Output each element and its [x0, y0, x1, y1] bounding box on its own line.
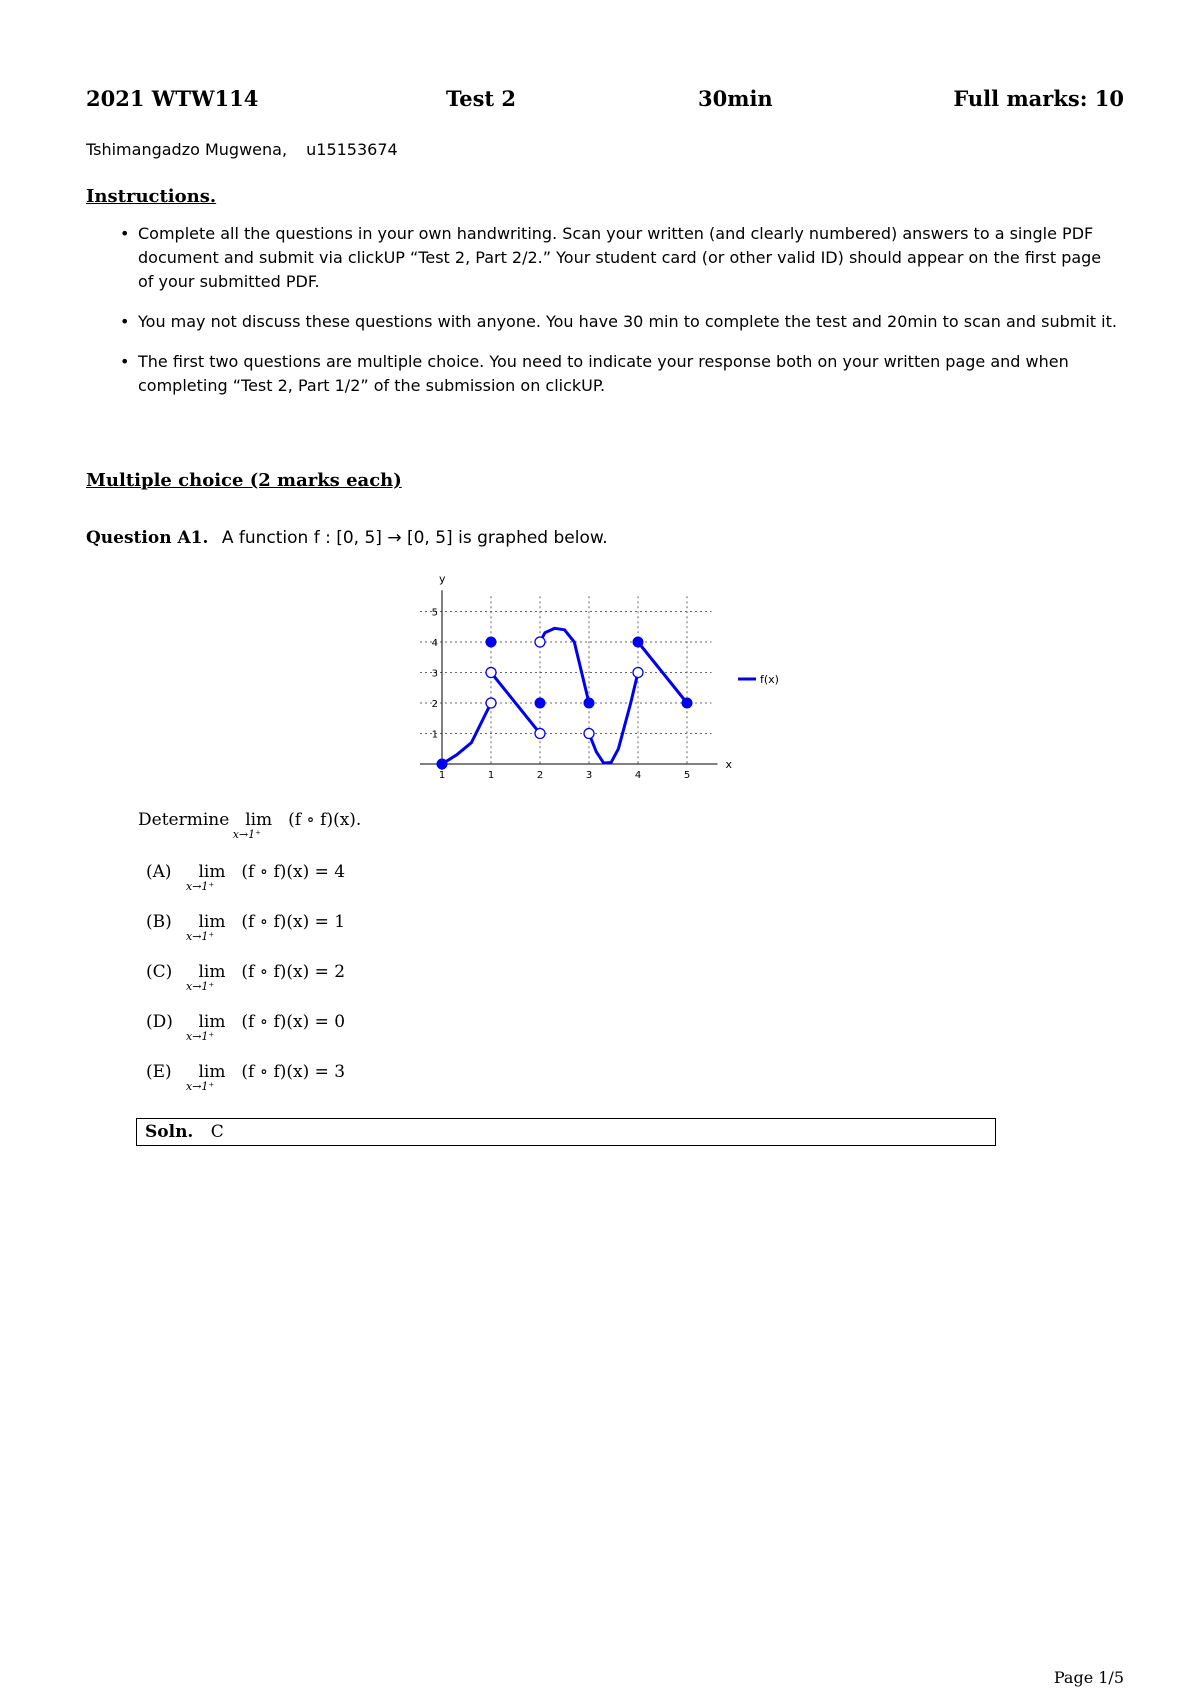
limit-operator: lim x→1⁺: [186, 1012, 226, 1043]
option-expression: (f ∘ f)(x) = 0: [241, 1012, 346, 1032]
filled-point: [584, 698, 594, 708]
instruction-item: • Complete all the questions in your own handwriting. Scan your written (and clearly numbered) answers to a single PDF document and submit via clickUP “Test 2, Part 2/2.” Your student card (or other valid ID) should appear on the first page of your submitted PDF.: [86, 222, 1120, 294]
author-name: Tshimangadzo Mugwena,: [86, 140, 288, 159]
x-axis-label: x: [725, 758, 733, 771]
limit-operator: lim x→1⁺: [232, 810, 273, 841]
open-point: [633, 668, 643, 678]
filled-point: [535, 698, 545, 708]
y-tick-label: 3: [431, 668, 438, 680]
x-tick-label: 5: [683, 770, 691, 781]
y-tick-label: 5: [431, 607, 438, 619]
x-tick-label: 2: [536, 770, 544, 781]
option-d[interactable]: [146, 1012, 345, 1062]
test-name: Test 2: [446, 86, 517, 111]
x-tick-label: 1: [487, 770, 495, 781]
open-point: [535, 729, 545, 739]
x-tick-label: 3: [585, 770, 593, 781]
solution-box: [136, 1118, 996, 1146]
option-label: (B): [146, 912, 172, 932]
option-c[interactable]: [146, 962, 345, 1012]
determine-word: Determine: [138, 810, 230, 830]
limit-operator: lim x→1⁺: [186, 1062, 226, 1093]
question-a1: [86, 528, 608, 548]
options-list: [146, 862, 345, 1112]
filled-point: [682, 698, 692, 708]
option-e[interactable]: [146, 1062, 345, 1112]
solution-label: Soln.: [145, 1122, 194, 1142]
y-axis-label: y: [439, 572, 446, 586]
filled-point: [437, 759, 447, 769]
filled-point: [486, 637, 496, 647]
y-tick-label: 4: [431, 638, 438, 649]
series-line-segment: [589, 673, 638, 764]
open-point: [486, 668, 496, 678]
limit-operator: lim x→1⁺: [186, 862, 226, 893]
option-label: (E): [146, 1062, 172, 1082]
option-expression: (f ∘ f)(x) = 3: [241, 1062, 346, 1082]
x-tick-label: 1: [438, 770, 446, 781]
instructions-list: [86, 222, 1120, 414]
limit-operator: lim x→1⁺: [186, 962, 226, 993]
question-text: A function f : [0, 5] → [0, 5] is graphed below.: [221, 528, 608, 548]
course-code: 2021 WTW114: [86, 86, 259, 111]
full-marks: Full marks: 10: [953, 86, 1124, 111]
series-line-segment: [491, 673, 540, 734]
author-line: [86, 140, 398, 159]
y-tick-label: 2: [431, 699, 438, 710]
instruction-item: • The first two questions are multiple choice. You need to indicate your response both on your written page and when completing “Test 2, Part 1/2” of the submission on clickUP.: [86, 350, 1120, 398]
determine-line: [138, 810, 362, 841]
open-point: [486, 698, 496, 708]
series-line-segment: [540, 628, 589, 703]
y-tick-label: 1: [431, 729, 438, 741]
solution-value: C: [210, 1122, 224, 1142]
option-expression: (f ∘ f)(x) = 2: [241, 962, 346, 982]
instruction-item: • You may not discuss these questions with anyone. You have 30 min to complete the test and 20min to scan and submit it.: [86, 310, 1120, 334]
test-duration: 30min: [698, 86, 773, 111]
student-number: u15153674: [306, 140, 398, 159]
option-label: (A): [146, 862, 172, 882]
option-label: (C): [146, 962, 173, 982]
function-graph: [400, 572, 790, 784]
open-point: [584, 729, 594, 739]
instructions-title: Instructions.: [86, 186, 217, 207]
x-tick-label: 4: [634, 770, 642, 781]
option-label: (D): [146, 1012, 173, 1032]
filled-point: [633, 637, 643, 647]
option-a[interactable]: [146, 862, 345, 912]
legend-label: f(x): [760, 673, 779, 686]
page-number: Page 1/5: [1053, 1668, 1124, 1687]
section-title: Multiple choice (2 marks each): [86, 470, 402, 491]
option-expression: (f ∘ f)(x) = 1: [241, 912, 346, 932]
open-point: [535, 637, 545, 647]
question-label: Question A1.: [86, 528, 209, 548]
determine-expression: (f ∘ f)(x).: [288, 810, 362, 830]
limit-operator: lim x→1⁺: [186, 912, 226, 943]
option-b[interactable]: [146, 912, 345, 962]
option-expression: (f ∘ f)(x) = 4: [241, 862, 346, 882]
